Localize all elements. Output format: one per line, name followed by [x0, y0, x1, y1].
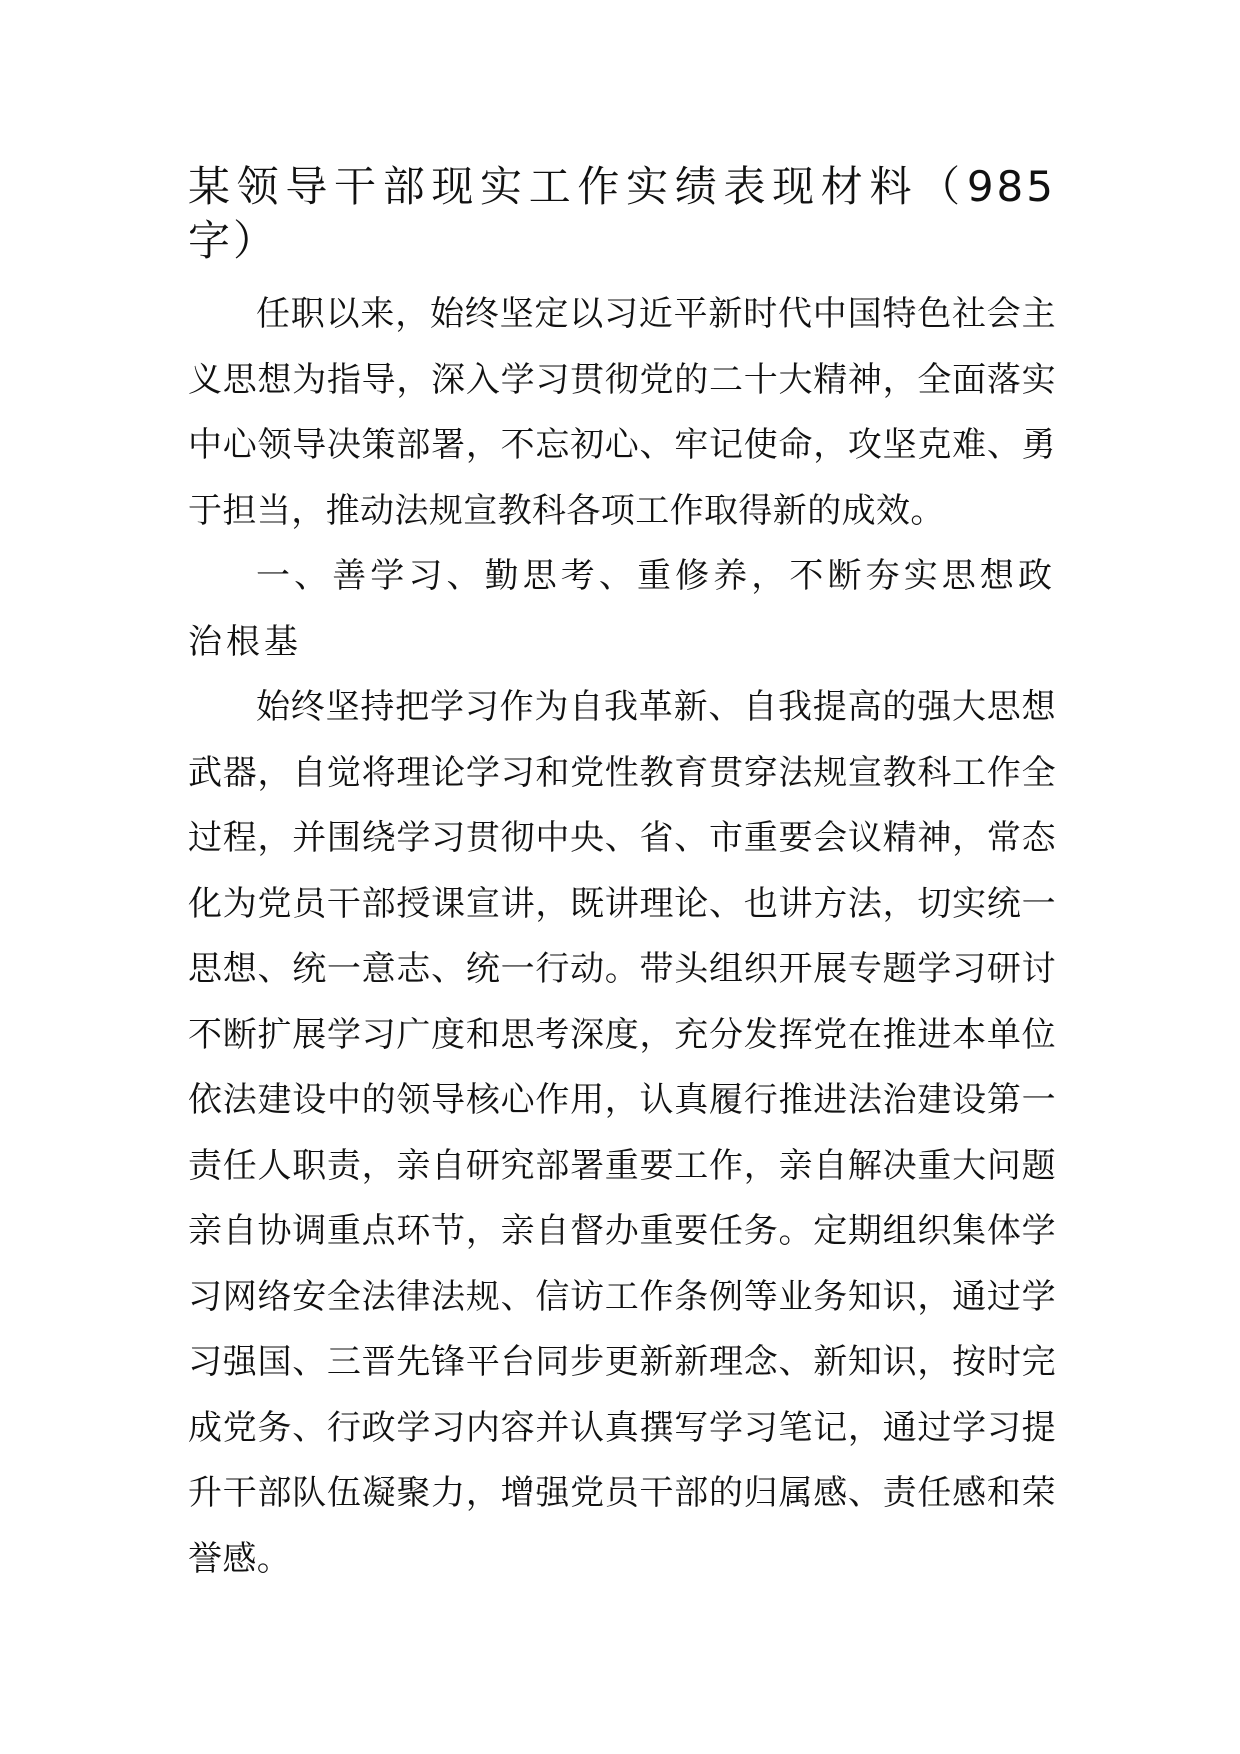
intro-paragraph: 任职以来，始终坚定以习近平新时代中国特色社会主义思想为指导，深入学习贯彻党的二十大精神，全面落实中心领导决策部署，不忘初心、牢记使命，攻坚克难、勇于担当，推动法规宣教科各项工作取得新的成效。 [188, 294, 1056, 531]
section-heading: 一、善学习、勤思考、重修养，不断夯实思想政治根基 [188, 556, 1056, 662]
section-paragraph: 始终坚持把学习作为自我革新、自我提高的强大思想武器，自觉将理论学习和党性教育贯穿法规宣教科工作全过程，并围绕学习贯彻中央、省、市重要会议精神，常态化为党员干部授课宣讲，既讲理论、也讲方法，切实统一思想、统一意志、统一行动。带头组织开展专题学习研讨不断扩展学习广度和思考深度，充分发挥党在推进本单位依法建设中的领导核心作用，认真履行推进法治建设第一责任人职责，亲自研究部署重要工作，亲自解决重大问题亲自协调重点环节，亲自督办重要任务。定期组织集体学习网络安全法律法规、信访工作条例等业务知识，通过学习强国、三晋先锋平台同步更新新理念、新知识，按时完成党务、行政学习内容并认真撰写学习笔记，通过学习提升干部队伍凝聚力，增强党员干部的归属感、责任感和荣誉感。 [188, 687, 1056, 1579]
document-body [188, 160, 1056, 1592]
document-title: 某领导干部现实工作实绩表现材料（985字） [188, 162, 1056, 265]
